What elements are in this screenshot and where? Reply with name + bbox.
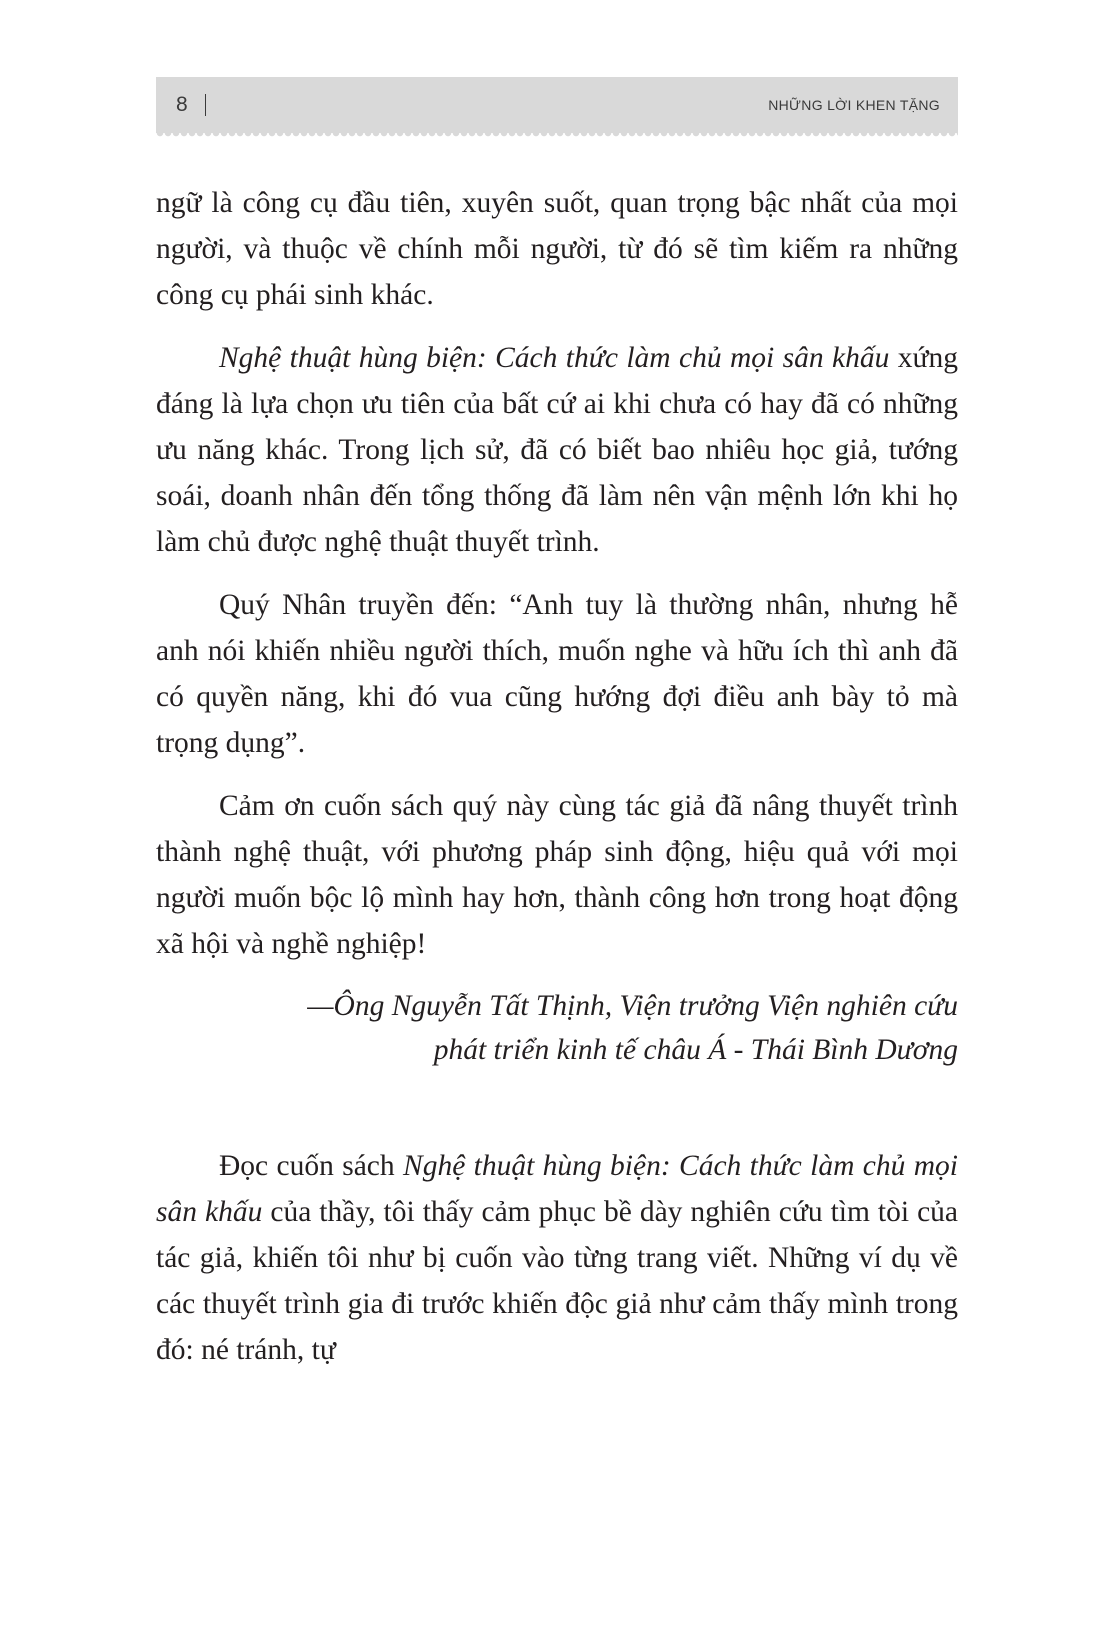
paragraph-3: Quý Nhân truyền đến: “Anh tuy là thường nhân, nhưng hễ anh nói khiến nhiều người thích, muốn nghe và hữu ích thì anh đã có quyền năng, khi đó vua cũng hướng đợi điều anh bày tỏ mà trọng dụng”. — [156, 589, 958, 759]
running-header — [156, 77, 958, 133]
paragraph-2 — [156, 335, 958, 565]
paragraph-2-text: xứng đáng là lựa chọn ưu tiên của bất cứ ai khi chưa có hay đã có những ưu năng khác. Trong lịch sử, đã có biết bao nhiêu học giả, tướng soái, doanh nhân đến tổng thống đã làm nên vận mệnh lớn khi họ làm chủ được nghệ thuật thuyết trình. — [156, 342, 958, 558]
page-number: 8 — [176, 93, 188, 116]
header-divider — [205, 94, 206, 116]
paragraph-5 — [156, 1143, 958, 1373]
attribution-line-2: phát triển kinh tế châu Á - Thái Bình Dương — [433, 1034, 958, 1066]
paragraph-4: Cảm ơn cuốn sách quý này cùng tác giả đã nâng thuyết trình thành nghệ thuật, với phương pháp sinh động, hiệu quả với mọi người muốn bộc lộ mình hay hơn, thành công hơn trong hoạt động xã hội và nghề nghiệp! — [156, 790, 958, 960]
attribution — [156, 984, 958, 1072]
paragraph-5-text: của thầy, tôi thấy cảm phục bề dày nghiên cứu tìm tòi của tác giả, khiến tôi như bị cuốn vào từng trang viết. Những ví dụ về các thuyết trình gia đi trước khiến độc giả như cảm thấy mình trong đó: né tránh, tự — [156, 1196, 959, 1366]
book-title: Nghệ thuật hùng biện: Cách thức làm chủ mọi sân khấu — [156, 1150, 958, 1228]
attribution-line-1: —Ông Nguyễn Tất Thịnh, Viện trưởng Viện nghiên cứu — [307, 990, 958, 1022]
paragraph-1: ngữ là công cụ đầu tiên, xuyên suốt, quan trọng bậc nhất của mọi người, và thuộc về chính mỗi người, từ đó sẽ tìm kiếm ra những công cụ phái sinh khác. — [156, 187, 958, 311]
running-title: NHỮNG LỜI KHEN TẶNG — [768, 97, 940, 113]
page-body — [156, 180, 958, 1390]
book-title: Nghệ thuật hùng biện: Cách thức làm chủ mọi sân khấu — [219, 342, 890, 374]
paragraph-5-lead: Đọc cuốn sách — [219, 1150, 404, 1182]
